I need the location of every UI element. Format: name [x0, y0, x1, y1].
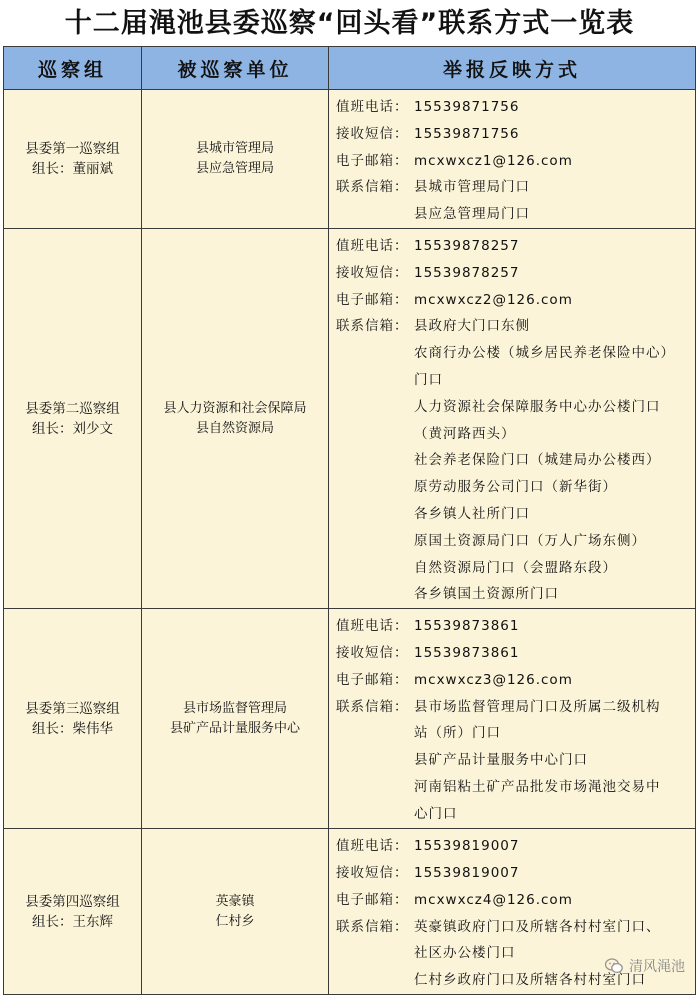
sms-number: 15539873861 [414, 644, 520, 661]
duty-phone-label: 值班电话： [336, 838, 409, 855]
mailbox-location: 仁村乡政府门口及所辖各村村室门口 [414, 972, 646, 989]
mailbox-location: 社区办公楼门口 [414, 945, 516, 962]
email-address: mcxwxcz3@126.com [414, 671, 573, 688]
watermark [605, 956, 685, 976]
duty-phone: 15539871756 [414, 99, 520, 115]
mailbox-location: 县应急管理局门口 [414, 206, 530, 223]
header-row [4, 47, 696, 90]
group-name: 县委第四巡察组 [25, 893, 120, 910]
duty-phone-label: 值班电话： [336, 237, 409, 254]
mailbox-location: 各乡镇国土资源所门口 [414, 586, 559, 603]
group-name: 县委第一巡察组 [25, 140, 120, 157]
mailbox-location: 原劳动服务公司门口（新华街） [414, 479, 617, 496]
sms-number-row [336, 640, 695, 667]
group-cell [4, 609, 142, 829]
duty-phone-row [336, 94, 695, 121]
unit-cell [142, 609, 329, 829]
duty-phone-label: 值班电话： [336, 99, 409, 115]
group-leader: 组长：柴伟华 [32, 720, 113, 737]
mailbox-location: 农商行办公楼（城乡居民养老保险中心） [414, 345, 675, 362]
mailbox-location: 自然资源局门口（会盟路东段） [414, 559, 617, 576]
mailbox-row [336, 313, 695, 340]
duty-phone-row [336, 833, 695, 860]
email-address-label: 电子邮箱： [336, 291, 409, 308]
unit-cell [142, 829, 329, 995]
email-address-row [336, 287, 695, 314]
email-address-label: 电子邮箱： [336, 152, 409, 169]
unit-name: 县应急管理局 [195, 160, 274, 176]
group-leader: 组长：王东辉 [32, 913, 113, 930]
table-row [4, 609, 696, 829]
table-row [4, 228, 696, 608]
mailbox-location: （黄河路西头） [414, 425, 516, 442]
mailbox-row [336, 694, 695, 721]
sms-number-label: 接收短信： [336, 264, 409, 281]
email-address-row [336, 667, 695, 694]
mailbox-location: 河南铝粘土矿产品批发市场渑池交易中 [414, 778, 661, 795]
unit-name: 县市场监督管理局 [182, 700, 287, 716]
table-row [4, 90, 696, 229]
sms-number-label: 接收短信： [336, 644, 409, 661]
mailbox-location: 社会养老保险门口（城建局办公楼西） [414, 452, 661, 469]
sms-number-label: 接收短信： [336, 864, 409, 881]
unit-name: 县城市管理局 [195, 140, 274, 156]
sms-number: 15539878257 [414, 264, 520, 281]
mailbox-location: 站（所）门口 [414, 725, 501, 742]
mailbox-label: 联系信箱： [336, 698, 409, 715]
duty-phone: 15539878257 [414, 237, 520, 254]
sms-number-row [336, 121, 695, 148]
duty-phone-row [336, 613, 695, 640]
unit-name: 县人力资源和社会保障局 [163, 400, 307, 416]
table-row [4, 829, 696, 995]
sms-number-row [336, 860, 695, 887]
unit-cell [142, 90, 329, 229]
mailbox-location: 县市场监督管理局门口及所属二级机构 [414, 698, 661, 715]
email-address: mcxwxcz4@126.com [414, 891, 573, 908]
mailbox-location: 门口 [414, 371, 443, 388]
email-address: mcxwxcz1@126.com [414, 152, 573, 169]
mailbox-location: 原国土资源局门口（万人广场东侧） [414, 532, 646, 549]
mailbox-location: 人力资源社会保障服务中心办公楼门口 [414, 398, 661, 415]
watermark-text: 清风渑池 [629, 959, 685, 975]
mailbox-row [336, 914, 695, 941]
wechat-icon [605, 958, 623, 974]
header-unit: 被巡察单位 [142, 47, 329, 90]
duty-phone-label: 值班电话： [336, 618, 409, 635]
group-cell [4, 228, 142, 608]
unit-name: 县自然资源局 [195, 420, 274, 436]
unit-cell [142, 228, 329, 608]
duty-phone: 15539819007 [414, 838, 520, 855]
mailbox-row [336, 174, 695, 201]
mailbox-location: 心门口 [414, 805, 458, 822]
mailbox-location: 英豪镇政府门口及所辖各村村室门口、 [414, 918, 661, 935]
sms-number-row [336, 260, 695, 287]
duty-phone: 15539873861 [414, 618, 520, 635]
unit-name: 英豪镇 [215, 893, 255, 909]
mailbox-label: 联系信箱： [336, 179, 409, 196]
email-address-row [336, 887, 695, 914]
contact-cell [329, 90, 696, 229]
email-address-label: 电子邮箱： [336, 671, 409, 688]
unit-name: 仁村乡 [215, 913, 255, 929]
mailbox-location: 县城市管理局门口 [414, 179, 530, 196]
email-address-row [336, 148, 695, 175]
contact-table [3, 46, 696, 995]
duty-phone-row [336, 233, 695, 260]
contact-cell [329, 609, 696, 829]
sms-number-label: 接收短信： [336, 125, 409, 142]
email-address: mcxwxcz2@126.com [414, 291, 573, 308]
mailbox-location: 县政府大门口东侧 [414, 318, 530, 335]
mailbox-location: 各乡镇人社所门口 [414, 505, 530, 522]
group-leader: 组长：刘少文 [32, 420, 113, 437]
unit-name: 县矿产品计量服务中心 [169, 720, 300, 736]
mailbox-label: 联系信箱： [336, 918, 409, 935]
contact-cell [329, 228, 696, 608]
header-contact: 举报反映方式 [329, 47, 696, 90]
sms-number: 15539819007 [414, 864, 520, 881]
group-name: 县委第二巡察组 [25, 400, 120, 417]
mailbox-location: 县矿产品计量服务中心门口 [414, 752, 588, 769]
email-address-label: 电子邮箱： [336, 891, 409, 908]
page-title: 十二届渑池县委巡察“回头看”联系方式一览表 [64, 8, 635, 39]
group-leader: 组长：董丽斌 [32, 160, 113, 177]
sms-number: 15539871756 [414, 125, 520, 142]
mailbox-label: 联系信箱： [336, 318, 409, 335]
group-cell [4, 90, 142, 229]
group-cell [4, 829, 142, 995]
group-name: 县委第三巡察组 [25, 700, 120, 717]
header-group: 巡察组 [4, 47, 142, 90]
